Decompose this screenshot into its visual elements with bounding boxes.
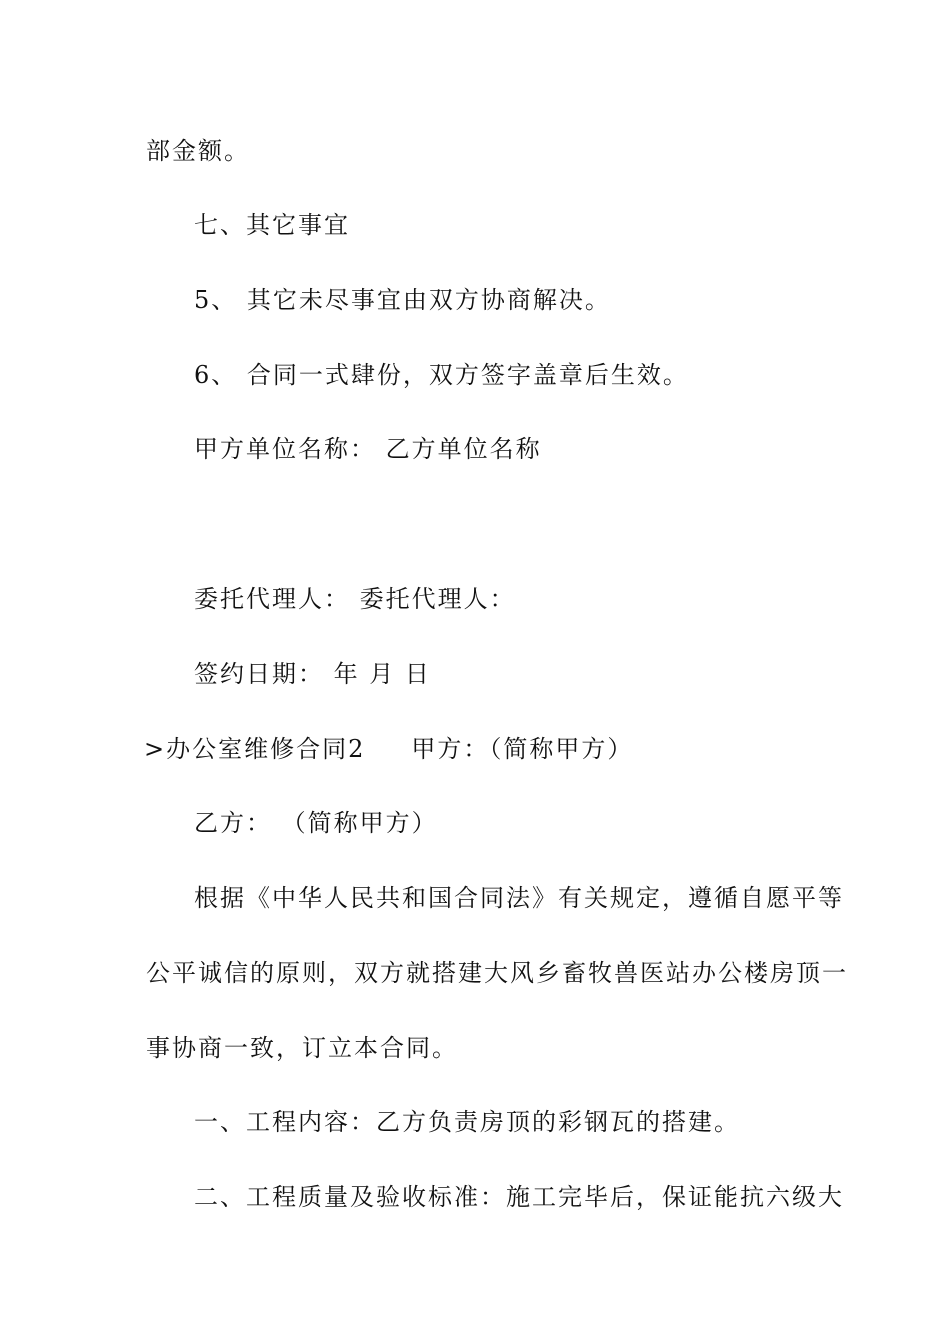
contract-title-line bbox=[144, 734, 633, 764]
paragraph-line: 公平诚信的原则，双方就搭建大风乡畜牧兽医站办公楼房顶一 bbox=[146, 959, 848, 987]
clause-line: 6、 合同一式肆份，双方签字盖章后生效。 bbox=[194, 361, 689, 389]
paragraph-line: 根据《中华人民共和国合同法》有关规定，遵循自愿平等 bbox=[194, 884, 844, 912]
clause-line: 二、工程质量及验收标准：施工完毕后，保证能抗六级大 bbox=[194, 1183, 844, 1211]
section-heading: 七、其它事宜 bbox=[194, 211, 350, 239]
clause-line: 5、 其它未尽事宜由双方协商解决。 bbox=[194, 286, 611, 314]
signature-date: 签约日期： 年 月 日 bbox=[194, 660, 431, 688]
clause-line: 一、工程内容：乙方负责房顶的彩钢瓦的搭建。 bbox=[194, 1108, 740, 1136]
party-b: 乙方： （简称甲方） bbox=[194, 809, 438, 837]
signature-party-names: 甲方单位名称： 乙方单位名称 bbox=[194, 435, 542, 463]
contract-title: >办公室维修合同2 bbox=[144, 735, 366, 763]
signature-agents: 委托代理人： 委托代理人： bbox=[194, 585, 516, 613]
paragraph-line: 部金额。 bbox=[146, 137, 250, 165]
party-a: 甲方：（简称甲方） bbox=[411, 735, 634, 763]
paragraph-line: 事协商一致，订立本合同。 bbox=[146, 1034, 458, 1062]
